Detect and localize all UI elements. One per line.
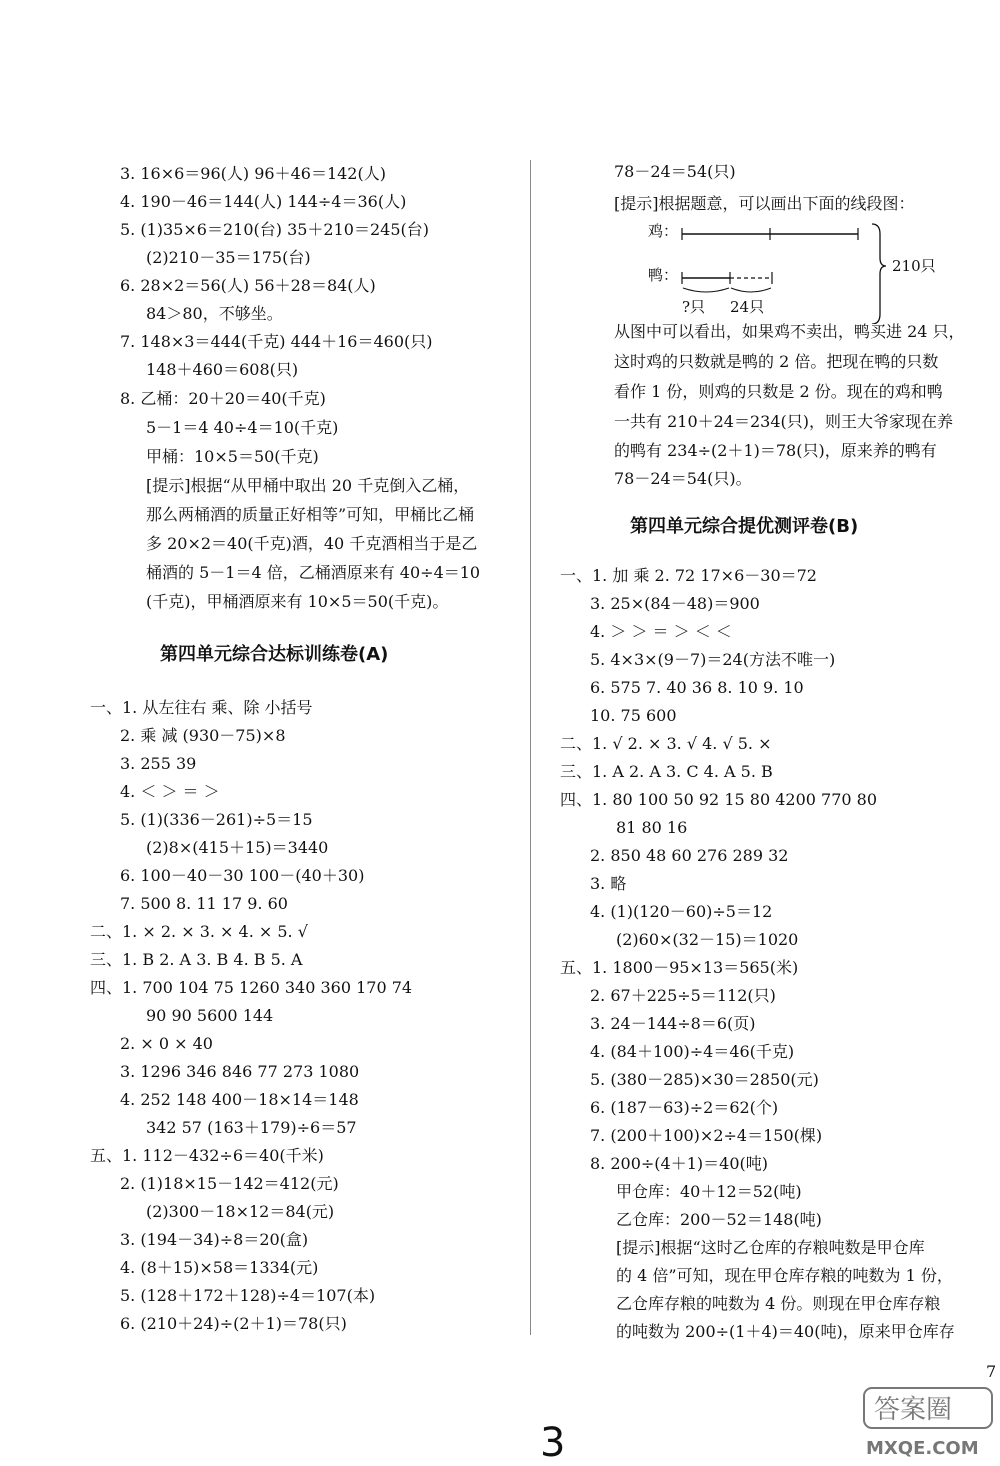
hint-line: 78－24＝54(只)。 — [614, 469, 752, 488]
answer-line: 一、1. 从左往右 乘、除 小括号 — [90, 698, 313, 717]
duck-label: 鸭： — [648, 266, 679, 284]
answer-line: 4. (84＋100)÷4＝46(千克) — [590, 1042, 795, 1061]
answer-line: 5. (1)(336－261)÷5＝15 — [120, 810, 313, 829]
answer-line: 4. (8＋15)×58＝1334(元) — [120, 1258, 319, 1277]
answer-line: 2. 乘 减 (930－75)×8 — [120, 726, 286, 745]
answer-line: 二、1. √ 2. × 3. √ 4. √ 5. × — [560, 734, 772, 753]
answer-line: 4. ＜ ＞ ＝ ＞ — [120, 782, 220, 801]
hint-line: 桶酒的 5－1＝4 倍，乙桶酒原来有 40÷4＝10 — [146, 563, 481, 582]
answer-line: 五、1. 1800－95×13＝565(米) — [560, 958, 799, 977]
hint-line: 那么两桶酒的质量正好相等”可知，甲桶比乙桶 — [146, 505, 475, 524]
answer-line: 2. (1)18×15－142＝412(元) — [120, 1174, 339, 1193]
section-title-a: 第四单元综合达标训练卷(A) — [160, 644, 389, 665]
answer-line: 10. 75 600 — [590, 706, 677, 725]
answer-line: 342 57 (163＋179)÷6＝57 — [146, 1118, 357, 1137]
answer-line: 6. 575 7. 40 36 8. 10 9. 10 — [590, 678, 804, 697]
answer-line: 3. 略 — [590, 874, 627, 893]
hint-line: 从图中可以看出，如果鸡不卖出，鸭买进 24 只， — [614, 322, 965, 341]
answer-line: 5－1＝4 40÷4＝10(千克) — [146, 418, 339, 437]
answer-line: 2. 67＋225÷5＝112(只) — [590, 986, 776, 1005]
answer-line: 3. 16×6＝96(人) 96＋46＝142(人) — [120, 164, 386, 183]
total-label: 210只 — [892, 257, 936, 275]
answer-line: 3. (194－34)÷8＝20(盒) — [120, 1230, 309, 1249]
answer-line: 五、1. 112－432÷6＝40(千米) — [90, 1146, 324, 1165]
answer-line: 一、1. 加 乘 2. 72 17×6－30＝72 — [560, 566, 817, 585]
line-segment-diagram — [630, 214, 960, 324]
total-brace — [872, 224, 886, 324]
answer-line: 四、1. 80 100 50 92 15 80 4200 770 80 — [560, 790, 877, 809]
answer-line: 三、1. B 2. A 3. B 4. B 5. A — [90, 950, 303, 969]
hint-line: (千克)，甲桶酒原来有 10×5＝50(千克)。 — [146, 592, 449, 611]
chicken-label: 鸡： — [648, 222, 679, 240]
answer-line: 90 90 5600 144 — [146, 1006, 274, 1025]
hint-line: 一共有 210＋24＝234(只)，则王大爷家现在养 — [614, 412, 954, 431]
watermark-url: MXQE.COM — [866, 1438, 979, 1459]
answer-line: 8. 200÷(4＋1)＝40(吨) — [590, 1154, 768, 1173]
answer-line: 6. 100－40－30 100－(40＋30) — [120, 866, 365, 885]
hint-line: 的 4 倍”可知，现在甲仓库存粮的吨数为 1 份， — [616, 1266, 953, 1285]
answer-line: 四、1. 700 104 75 1260 340 360 170 74 — [90, 978, 413, 997]
answer-line: 3. 25×(84－48)＝900 — [590, 594, 760, 613]
answer-line: 5. (380－285)×30＝2850(元) — [590, 1070, 819, 1089]
column-divider — [530, 160, 531, 1335]
answer-line: 3. 24－144÷8＝6(页) — [590, 1014, 756, 1033]
answer-line: 2. 850 48 60 276 289 32 — [590, 846, 789, 865]
watermark-logo-text: 答案圈 — [874, 1395, 953, 1425]
answer-line: (2)300－18×12＝84(元) — [146, 1202, 335, 1221]
hint-line: 看作 1 份，则鸡的只数是 2 份。现在的鸡和鸭 — [614, 382, 943, 401]
hint-line: [提示]根据题意，可以画出下面的线段图： — [614, 194, 915, 213]
answer-line: 8. 乙桶：20＋20＝40(千克) — [120, 389, 326, 408]
hint-line: 的吨数为 200÷(1＋4)＝40(吨)，原来甲仓库存 — [616, 1322, 955, 1341]
answer-line: 5. 4×3×(9－7)＝24(方法不唯一) — [590, 650, 836, 669]
answer-line: 6. (210＋24)÷(2＋1)＝78(只) — [120, 1314, 347, 1333]
answer-line: 148＋460＝608(只) — [146, 360, 299, 379]
answer-line: 4. (1)(120－60)÷5＝12 — [590, 902, 773, 921]
hint-line: 乙仓库存粮的吨数为 4 份。则现在甲仓库存粮 — [616, 1294, 941, 1313]
corner-page-number: 7 — [986, 1362, 997, 1381]
hint-line: [提示]根据“这时乙仓库的存粮吨数是甲仓库 — [616, 1238, 925, 1257]
handwritten-page-number: 3 — [540, 1420, 566, 1466]
unknown-label: ?只 — [682, 298, 706, 316]
answer-line: 4. 252 148 400－18×14＝148 — [120, 1090, 359, 1109]
section-title-b: 第四单元综合提优测评卷(B) — [630, 516, 859, 537]
answer-line: 3. 1296 346 846 77 273 1080 — [120, 1062, 360, 1081]
hint-line: 多 20×2＝40(千克)酒，40 千克酒相当于是乙 — [146, 534, 478, 553]
answer-line: 4. 190－46＝144(人) 144÷4＝36(人) — [120, 192, 407, 211]
answer-line: 6. 28×2＝56(人) 56＋28＝84(人) — [120, 276, 376, 295]
hint-line: [提示]根据“从甲桶中取出 20 千克倒入乙桶， — [146, 476, 470, 495]
hint-line: 的鸭有 234÷(2＋1)＝78(只)，原来养的鸭有 — [614, 441, 937, 460]
answer-line: 二、1. × 2. × 3. × 4. × 5. √ — [90, 922, 308, 941]
answer-line: (2)60×(32－15)＝1020 — [616, 930, 799, 949]
answer-line: 6. (187－63)÷2＝62(个) — [590, 1098, 779, 1117]
answer-line: 5. (1)35×6＝210(台) 35＋210＝245(台) — [120, 220, 429, 239]
answer-line: 7. (200＋100)×2÷4＝150(棵) — [590, 1126, 823, 1145]
answer-line: 甲桶：10×5＝50(千克) — [146, 447, 319, 466]
answer-line: 三、1. A 2. A 3. C 4. A 5. B — [560, 762, 773, 781]
answer-line: (2)210－35＝175(台) — [146, 248, 311, 267]
answer-line: 甲仓库：40＋12＝52(吨) — [616, 1182, 802, 1201]
answer-line: 81 80 16 — [616, 818, 688, 837]
added-label: 24只 — [730, 298, 765, 316]
answer-line: 4. ＞ ＞ ＝ ＞ ＜ ＜ — [590, 622, 732, 641]
answer-line: 7. 148×3＝444(千克) 444＋16＝460(只) — [120, 332, 433, 351]
answer-line: 2. × 0 × 40 — [120, 1034, 213, 1053]
answer-line: 78－24＝54(只) — [614, 162, 736, 181]
answer-line: 3. 255 39 — [120, 754, 197, 773]
answer-line: 84＞80，不够坐。 — [146, 304, 283, 323]
watermark-logo — [860, 1380, 996, 1466]
hint-line: 这时鸡的只数就是鸭的 2 倍。把现在鸭的只数 — [614, 352, 939, 371]
answer-line: 乙仓库：200－52＝148(吨) — [616, 1210, 822, 1229]
answer-line: (2)8×(415＋15)＝3440 — [146, 838, 329, 857]
answer-line: 5. (128＋172＋128)÷4＝107(本) — [120, 1286, 376, 1305]
answer-line: 7. 500 8. 11 17 9. 60 — [120, 894, 288, 913]
